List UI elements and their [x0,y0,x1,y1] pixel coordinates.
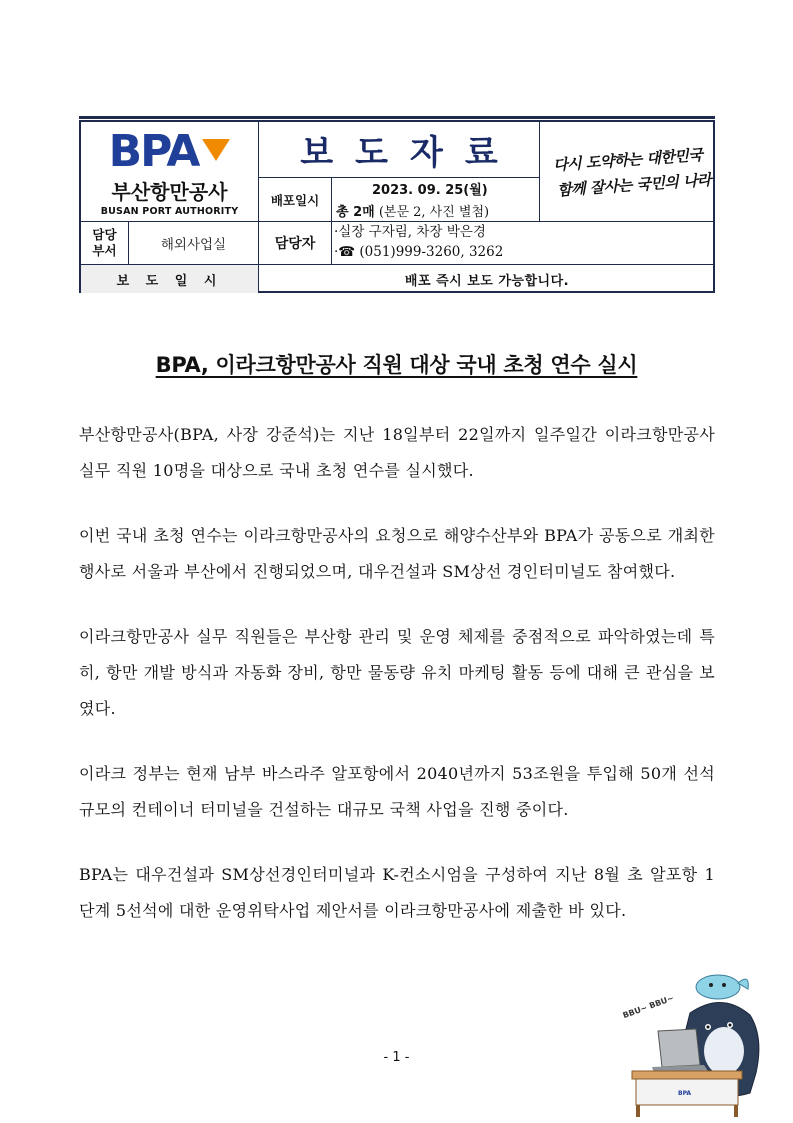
mascot-illustration [618,965,768,1117]
release-time-value: 배포 즉시 보도 가능합니다. [404,273,570,289]
distribution-value [332,178,540,222]
logo-korean-name: 부산항만공사 [111,180,228,204]
paragraph: 이라크항만공사 실무 직원들은 부산항 관리 및 운영 체제를 중점적으로 파악하였는데 특히, 항만 개발 방식과 자동화 장비, 항만 물동량 유치 마케팅 활동 등에 대해 큰 관심을 보였다. [79,627,715,718]
page-number: - 1 - [383,1050,410,1065]
department-label-line2: 부서 [92,243,117,258]
slogan-line-2: 함께 잘사는 국민의 나라 [557,170,713,199]
government-slogan [540,122,715,222]
distribution-label: 배포일시 [259,178,332,222]
page-count-detail: (본문 2, 사진 별첨) [374,205,490,220]
logo-english-name: BUSAN PORT AUTHORITY [100,206,239,217]
document-title: 보도자료 [300,133,520,173]
page-count: 총 2매 [336,205,375,220]
paragraph: 부산항만공사(BPA, 사장 강준석)는 지난 18일부터 22일까지 일주일간 이라크항만공사 실무 직원 10명을 대상으로 국내 초청 연수를 실시했다. [79,425,715,480]
slogan-line-1: 다시 도약하는 대한민국 [552,145,703,174]
department-label-line1: 담당 [92,227,117,243]
header-top-rule [79,116,715,119]
desk-badge-text: BPA [678,1090,692,1097]
distribution-pages [336,201,489,220]
logo-triangle-icon [202,139,230,161]
department-label [81,222,129,265]
contact-names: ·실장 구자림, 차장 박은경 [334,224,486,241]
distribution-date: 2023. 09. 25(월) [372,183,488,198]
paragraph: BPA는 대우건설과 SM상선경인터미널과 K-컨소시엄을 구성하여 지난 8월 초 알포항 1단계 5선석에 대한 운영위탁사업 제안서를 이라크항만공사에 제출한 바 있다. [79,865,715,920]
mascot-sound-text: BBU~ BBU~ [621,993,676,1021]
contact-phone: ·☎ (051)999-3260, 3262 [334,244,504,260]
headline [0,349,793,379]
logo-brand-text: BPA [108,126,199,177]
press-release-header [79,120,715,293]
contact-value [332,222,715,265]
document-title-cell [259,122,540,178]
headline-text: BPA, 이라크항만공사 직원 대상 국내 초청 연수 실시 [155,353,638,377]
release-time-label: 보 도 일 시 [81,265,259,293]
article-body [79,417,715,958]
contact-label: 담당자 [259,222,332,265]
department-value: 해외사업실 [129,222,259,265]
bpa-logo [81,122,259,222]
paragraph: 이라크 정부는 현재 남부 바스라주 알포항에서 2040년까지 53조원을 투입해 50개 선석 규모의 컨테이너 터미널을 건설하는 대규모 국책 사업을 진행 중이다. [79,764,715,819]
paragraph: 이번 국내 초청 연수는 이라크항만공사의 요청으로 해양수산부와 BPA가 공동으로 개최한 행사로 서울과 부산에서 진행되었으며, 대우건설과 SM상선 경인터미널도 참여했다. [79,526,715,581]
